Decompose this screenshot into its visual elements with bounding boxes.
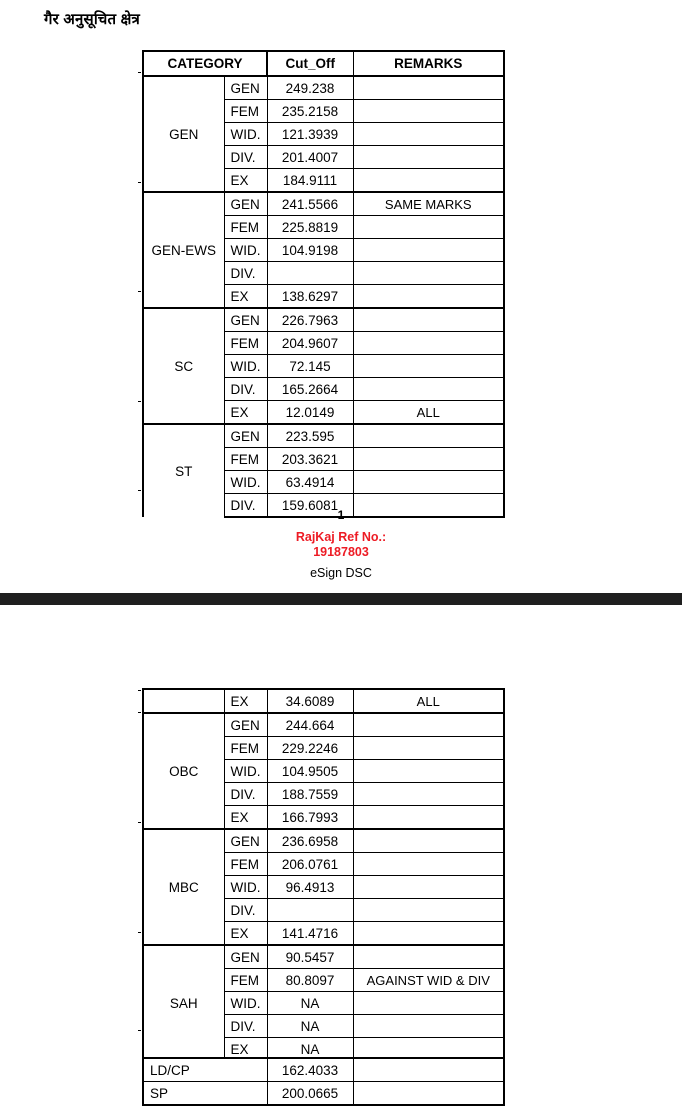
remarks-cell <box>353 737 504 760</box>
page-number: 1 <box>337 508 345 522</box>
subcategory-cell: GEN <box>224 945 267 969</box>
cutoff-value-cell: NA <box>267 1038 353 1062</box>
page-footer-1 <box>0 508 682 580</box>
esign-dsc-label: eSign DSC <box>310 566 372 580</box>
category-cell <box>143 689 224 713</box>
cutoff-value-cell: 141.4716 <box>267 922 353 946</box>
remarks-cell <box>353 992 504 1015</box>
remarks-cell <box>353 332 504 355</box>
remarks-cell <box>353 806 504 830</box>
table-body-special <box>143 1058 504 1105</box>
cutoff-value-cell: 159.6081 <box>267 494 353 518</box>
page-separator-band <box>0 593 682 605</box>
cutoff-value-cell: NA <box>267 1015 353 1038</box>
cutoff-value-cell: 166.7993 <box>267 806 353 830</box>
remarks-cell <box>353 1015 504 1038</box>
cutoff-value-cell: 226.7963 <box>267 308 353 332</box>
special-category-cell: SP <box>143 1082 267 1106</box>
subcategory-cell: WID. <box>224 760 267 783</box>
remarks-cell: ALL <box>353 401 504 425</box>
subcategory-cell: WID. <box>224 123 267 146</box>
subcategory-cell: DIV. <box>224 1015 267 1038</box>
subcategory-cell: FEM <box>224 100 267 123</box>
subcategory-cell: DIV. <box>224 783 267 806</box>
remarks-cell <box>353 876 504 899</box>
cutoff-value-cell <box>267 899 353 922</box>
cutoff-value-cell: 241.5566 <box>267 192 353 216</box>
table-row <box>143 945 504 969</box>
cutoff-value-cell: 200.0665 <box>267 1082 353 1106</box>
remarks-cell <box>353 308 504 332</box>
cutoff-value-cell: 206.0761 <box>267 853 353 876</box>
subcategory-cell: FEM <box>224 448 267 471</box>
cutoff-value-cell: 201.4007 <box>267 146 353 169</box>
cutoff-value-cell: 104.9505 <box>267 760 353 783</box>
subcategory-cell: WID. <box>224 239 267 262</box>
remarks-cell <box>353 146 504 169</box>
subcategory-cell: DIV. <box>224 899 267 922</box>
remarks-cell <box>353 123 504 146</box>
cutoff-value-cell: 96.4913 <box>267 876 353 899</box>
table-row <box>143 1082 504 1106</box>
remarks-cell: ALL <box>353 689 504 713</box>
table-row <box>143 192 504 216</box>
table-row <box>143 308 504 332</box>
category-cell: GEN <box>143 76 224 192</box>
subcategory-cell: GEN <box>224 192 267 216</box>
cutoff-value-cell: 138.6297 <box>267 285 353 309</box>
cutoff-value-cell: 104.9198 <box>267 239 353 262</box>
remarks-cell <box>353 216 504 239</box>
column-header-remarks: REMARKS <box>353 51 504 76</box>
remarks-cell <box>353 355 504 378</box>
cutoff-value-cell: 223.595 <box>267 424 353 448</box>
category-cell: SC <box>143 308 224 424</box>
subcategory-cell: EX <box>224 1038 267 1062</box>
special-category-cell: LD/CP <box>143 1058 267 1082</box>
category-cell: MBC <box>143 829 224 945</box>
cutoff-table-page-1 <box>142 50 505 518</box>
page-title: गैर अनुसूचित क्षेत्र <box>44 11 141 28</box>
cutoff-value-cell: 229.2246 <box>267 737 353 760</box>
category-cell: ST <box>143 424 224 517</box>
cutoff-value-cell: 235.2158 <box>267 100 353 123</box>
remarks-cell <box>353 853 504 876</box>
subcategory-cell: GEN <box>224 424 267 448</box>
subcategory-cell: DIV. <box>224 378 267 401</box>
subcategory-cell: EX <box>224 922 267 946</box>
subcategory-cell: DIV. <box>224 262 267 285</box>
cutoff-value-cell: NA <box>267 992 353 1015</box>
remarks-cell <box>353 239 504 262</box>
remarks-cell <box>353 1082 504 1106</box>
subcategory-cell: EX <box>224 806 267 830</box>
table-row <box>143 424 504 448</box>
table-row <box>143 829 504 853</box>
remarks-cell <box>353 169 504 193</box>
subcategory-cell: GEN <box>224 76 267 100</box>
subcategory-cell: EX <box>224 285 267 309</box>
subcategory-cell: EX <box>224 169 267 193</box>
category-cell: GEN-EWS <box>143 192 224 308</box>
table-row <box>143 713 504 737</box>
cutoff-value-cell: 184.9111 <box>267 169 353 193</box>
remarks-cell <box>353 783 504 806</box>
cutoff-value-cell: 34.6089 <box>267 689 353 713</box>
remarks-cell <box>353 448 504 471</box>
cutoff-table-page-2 <box>142 688 505 1062</box>
subcategory-cell: FEM <box>224 969 267 992</box>
remarks-cell <box>353 713 504 737</box>
table-edge-ticks-page1 <box>138 72 141 492</box>
remarks-cell <box>353 76 504 100</box>
table-edge-ticks-page2 <box>138 690 141 1030</box>
subcategory-cell: DIV. <box>224 146 267 169</box>
remarks-cell <box>353 378 504 401</box>
cutoff-value-cell: 225.8819 <box>267 216 353 239</box>
cutoff-value-cell: 203.3621 <box>267 448 353 471</box>
table-body-page-2 <box>143 689 504 1061</box>
column-header-category: CATEGORY <box>143 51 267 76</box>
subcategory-cell: FEM <box>224 216 267 239</box>
subcategory-cell: DIV. <box>224 494 267 518</box>
cutoff-value-cell: 165.2664 <box>267 378 353 401</box>
category-cell: OBC <box>143 713 224 829</box>
cutoff-value-cell: 121.3939 <box>267 123 353 146</box>
table-header-row <box>143 51 504 76</box>
rajkaj-ref-number: 19187803 <box>313 545 369 559</box>
table-row <box>143 76 504 100</box>
remarks-cell <box>353 262 504 285</box>
cutoff-value-cell: 236.6958 <box>267 829 353 853</box>
remarks-cell <box>353 922 504 946</box>
remarks-cell <box>353 945 504 969</box>
cutoff-value-cell <box>267 262 353 285</box>
remarks-cell <box>353 285 504 309</box>
remarks-cell <box>353 899 504 922</box>
remarks-cell: SAME MARKS <box>353 192 504 216</box>
remarks-cell <box>353 1058 504 1082</box>
cutoff-value-cell: 12.0149 <box>267 401 353 425</box>
table-row <box>143 1058 504 1082</box>
subcategory-cell: WID. <box>224 471 267 494</box>
table-row <box>143 689 504 713</box>
column-header-cutoff: Cut_Off <box>267 51 353 76</box>
remarks-cell <box>353 424 504 448</box>
subcategory-cell: WID. <box>224 992 267 1015</box>
subcategory-cell: FEM <box>224 332 267 355</box>
subcategory-cell: GEN <box>224 713 267 737</box>
subcategory-cell: EX <box>224 689 267 713</box>
table-body-page-1 <box>143 76 504 517</box>
remarks-cell: AGAINST WID & DIV <box>353 969 504 992</box>
cutoff-value-cell: 72.145 <box>267 355 353 378</box>
cutoff-value-cell: 63.4914 <box>267 471 353 494</box>
cutoff-value-cell: 249.238 <box>267 76 353 100</box>
category-cell: SAH <box>143 945 224 1061</box>
subcategory-cell: WID. <box>224 355 267 378</box>
subcategory-cell: FEM <box>224 853 267 876</box>
remarks-cell <box>353 829 504 853</box>
remarks-cell <box>353 760 504 783</box>
document-page-2 <box>0 605 682 1110</box>
cutoff-value-cell: 244.664 <box>267 713 353 737</box>
subcategory-cell: GEN <box>224 308 267 332</box>
remarks-cell <box>353 471 504 494</box>
cutoff-value-cell: 90.5457 <box>267 945 353 969</box>
subcategory-cell: GEN <box>224 829 267 853</box>
subcategory-cell: EX <box>224 401 267 425</box>
subcategory-cell: FEM <box>224 737 267 760</box>
rajkaj-ref-label: RajKaj Ref No.: <box>295 530 387 544</box>
remarks-cell <box>353 100 504 123</box>
cutoff-value-cell: 80.8097 <box>267 969 353 992</box>
subcategory-cell: WID. <box>224 876 267 899</box>
cutoff-value-cell: 162.4033 <box>267 1058 353 1082</box>
cutoff-table-special-categories <box>142 1057 505 1106</box>
cutoff-value-cell: 188.7559 <box>267 783 353 806</box>
cutoff-value-cell: 204.9607 <box>267 332 353 355</box>
